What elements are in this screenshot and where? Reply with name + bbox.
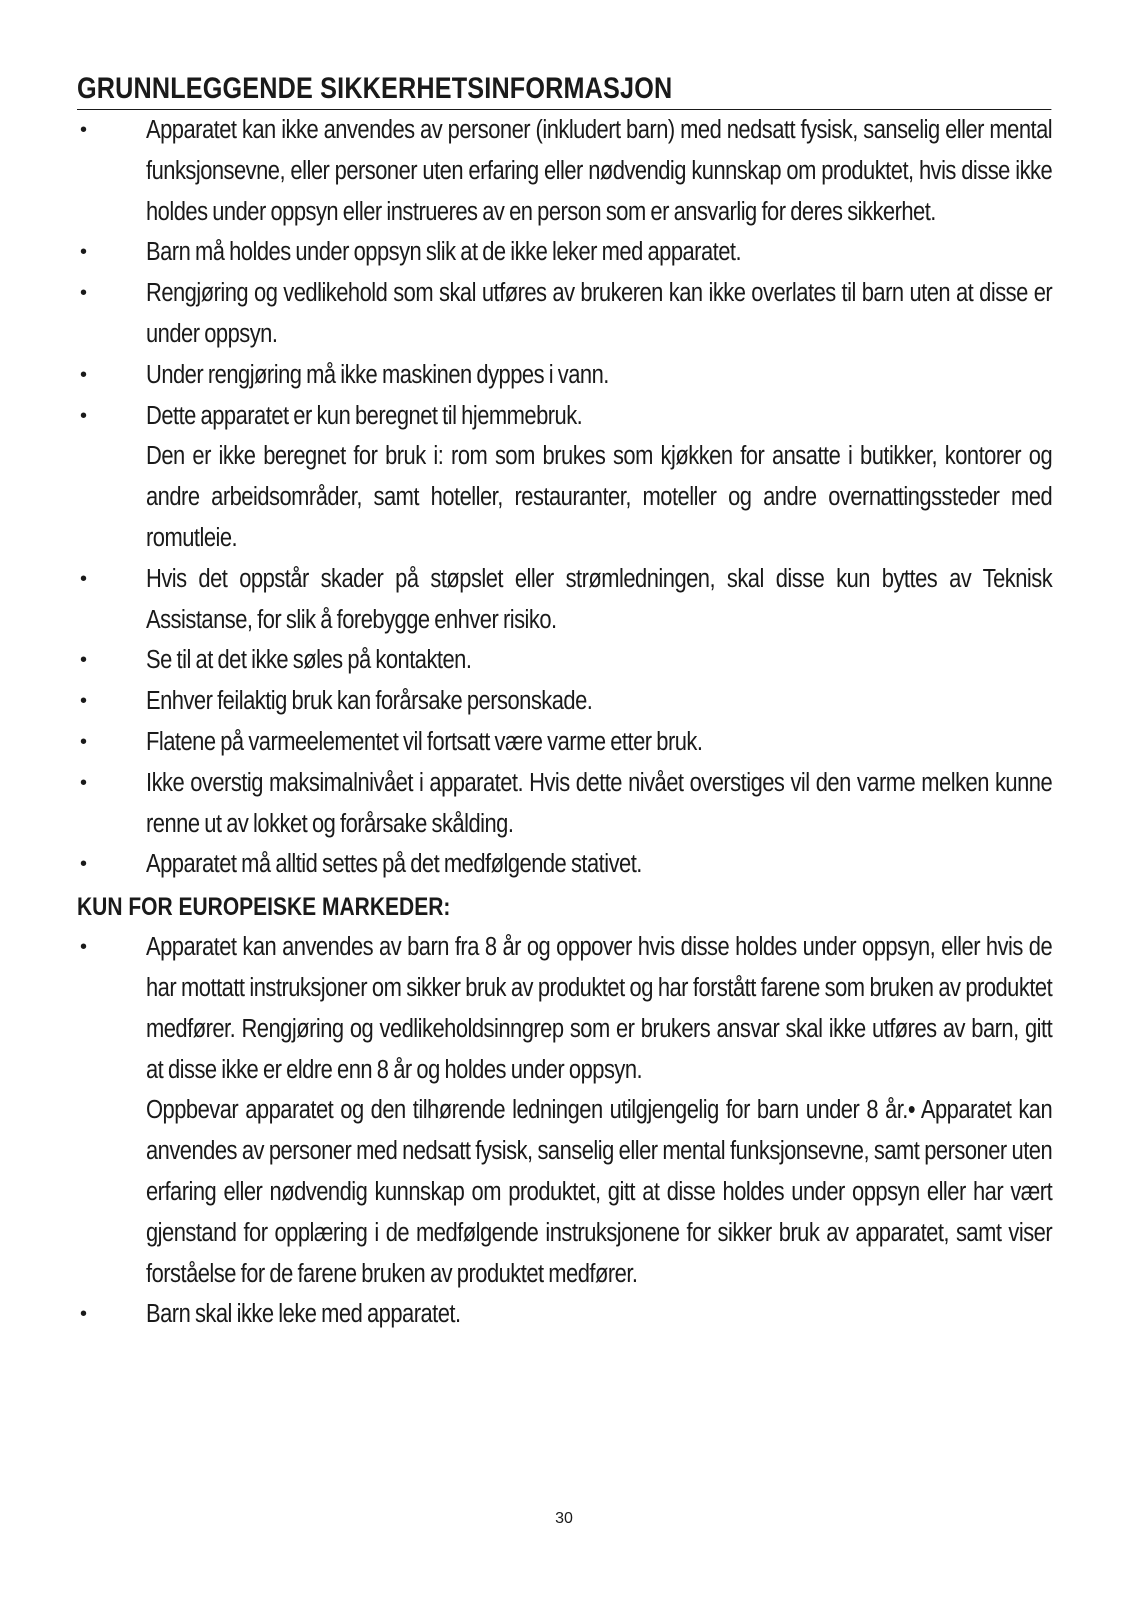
list-item-text: Apparatet kan ikke anvendes av personer (inkludert barn) med nedsatt fysisk, sanselig eller mental funksjonsevne, eller personer uten erfaring eller nødvendig kunnskap om produktet, hvis disse ikke holdes under oppsyn eller instrueres av en person som er ansvarlig for deres sikkerhet. [146,116,1053,226]
bullet: • [80,363,88,386]
list-item-text: Barn skal ikke leke med apparatet. [146,1300,461,1329]
list-item [77,559,1052,641]
bullet: • [80,404,88,427]
bullet: • [80,936,88,959]
page-number: 30 [555,1510,573,1527]
list-item [77,355,1052,396]
list-item-text: Flatene på varmeelementet vil fortsatt være varme etter bruk. [146,727,703,756]
list-item-text: Se til at det ikke søles på kontakten. [146,646,472,675]
list-item-text: Under rengjøring må ikke maskinen dyppes i vann. [146,360,609,389]
list-item-text: Apparatet må alltid settes på det medfølgende stativet. [146,850,642,879]
list-item [77,273,1052,355]
european-markets-heading: KUN FOR EUROPEISKE MARKEDER: [77,893,451,922]
list-item-text: Barn må holdes under oppsyn slik at de ikke leker med apparatet. [146,238,742,267]
bullet: • [80,730,88,753]
list-item-continuation: Den er ikke beregnet for bruk i: rom som brukes som kjøkken for ansatte i butikker, kontorer og andre arbeidsområder, samt hoteller, restauranter, moteller og andre overnattingssteder med romutleie. [146,442,1053,552]
bullet: • [80,853,88,876]
list-item [77,681,1052,722]
list-item-text: Hvis det oppstår skader på støpslet eller strømledningen, skal disse kun byttes av Teknisk Assistanse, for slik å forebygge enhver risiko. [146,564,1053,634]
list-item-continuation: Oppbevar apparatet og den tilhørende ledningen utilgjengelig for barn under 8 år.• Apparatet kan anvendes av personer med nedsatt fysisk, sanselig eller mental funksjonsevne, samt personer uten erfaring eller nødvendig kunnskap om produktet, gitt at disse holdes under oppsyn eller har vært gjenstand for opplæring i de medfølgende instruksjonene for sikker bruk av apparatet, samt viser forståelse for de farene bruken av produktet medfører. [146,1096,1053,1288]
bullet: • [80,690,88,713]
list-item [77,232,1052,273]
bullet: • [80,771,88,794]
bullet: • [80,241,88,264]
list-item-text: Rengjøring og vedlikehold som skal utføres av brukeren kan ikke overlates til barn uten at disse er under oppsyn. [146,279,1053,348]
european-markets-list [77,927,1052,1335]
list-item [77,1294,1052,1335]
document-page [77,70,1052,1335]
list-item-text: Dette apparatet er kun beregnet til hjemmebruk. [146,401,583,430]
list-item [77,640,1052,681]
bullet: • [80,649,88,672]
list-item-text: Ikke overstig maksimalnivået i apparatet. Hvis dette nivået overstiges vil den varme melken kunne renne ut av lokket og forårsake skålding. [146,768,1053,838]
section-heading: GRUNNLEGGENDE SIKKERHETSINFORMASJON [77,70,1052,110]
list-item [77,722,1052,763]
list-item [77,763,1052,845]
safety-list [77,110,1052,885]
list-item [77,110,1052,232]
list-item [77,927,1052,1294]
bullet: • [80,119,88,141]
bullet: • [80,1303,88,1326]
list-item-text: Enhver feilaktig bruk kan forårsake personskade. [146,687,593,716]
list-item [77,396,1052,559]
list-item-text: Apparatet kan anvendes av barn fra 8 år og oppover hvis disse holdes under oppsyn, eller hvis de har mottatt instruksjoner om sikker bruk av produktet og har forstått farene som bruken av produktet medfører. Rengjøring og vedlikeholdsinngrep som er brukers ansvar skal ikke utføres av barn, gitt at disse ikke er eldre enn 8 år og holdes under oppsyn. [146,933,1053,1084]
bullet: • [80,282,88,305]
bullet: • [80,567,88,590]
list-item [77,844,1052,885]
